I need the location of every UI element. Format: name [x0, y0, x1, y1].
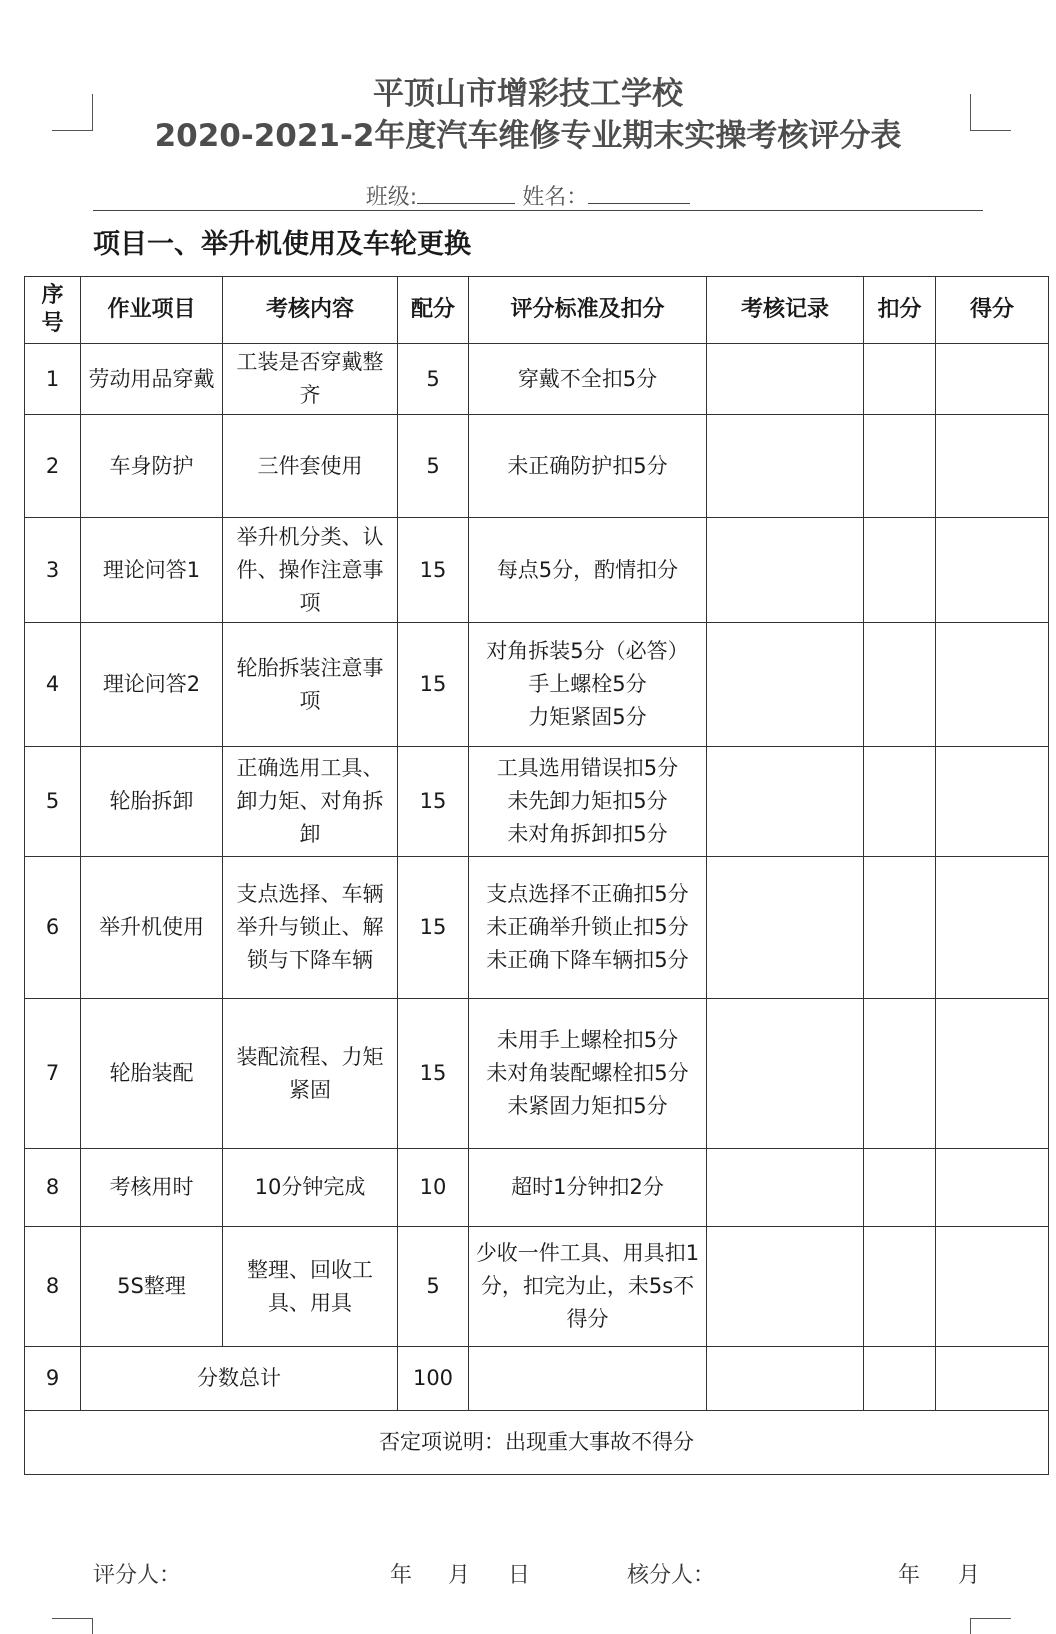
row-record-cell[interactable] — [707, 344, 864, 415]
row-score: 15 — [398, 857, 469, 999]
header-rule — [93, 210, 983, 211]
row-points-cell[interactable] — [936, 999, 1049, 1149]
col-header-content: 考核内容 — [223, 277, 398, 344]
total-criteria-cell[interactable] — [469, 1347, 707, 1411]
crop-mark-bottom-right — [970, 1618, 1011, 1634]
criteria-line: 未紧固力矩扣5分 — [507, 1094, 668, 1118]
row-deduction-cell[interactable] — [864, 518, 936, 623]
table-row — [25, 1149, 1049, 1227]
row-item: 劳动用品穿戴 — [81, 344, 223, 415]
row-deduction-cell[interactable] — [864, 1227, 936, 1347]
row-content: 工装是否穿戴整齐 — [223, 344, 398, 415]
row-item: 轮胎装配 — [81, 999, 223, 1149]
criteria-line: 未用手上螺栓扣5分 — [496, 1028, 679, 1052]
table-row — [25, 857, 1049, 999]
row-criteria — [469, 999, 707, 1149]
name-blank[interactable] — [588, 183, 690, 204]
row-points-cell[interactable] — [936, 344, 1049, 415]
table-row — [25, 999, 1049, 1149]
table-row — [25, 1227, 1049, 1347]
col-header-score: 配分 — [398, 277, 469, 344]
criteria-line: 未对角拆卸扣5分 — [507, 822, 668, 846]
class-label: 班级: — [365, 185, 418, 210]
row-deduction-cell[interactable] — [864, 344, 936, 415]
row-content: 装配流程、力矩紧固 — [223, 999, 398, 1149]
row-score: 15 — [398, 999, 469, 1149]
row-score: 15 — [398, 518, 469, 623]
row-record-cell[interactable] — [707, 999, 864, 1149]
criteria-line: 工具选用错误扣5分 — [496, 756, 679, 780]
row-criteria — [469, 344, 707, 415]
row-criteria — [469, 415, 707, 518]
reviewer-year-label: 年 — [898, 1563, 921, 1588]
row-deduction-cell[interactable] — [864, 415, 936, 518]
row-points-cell[interactable] — [936, 415, 1049, 518]
row-deduction-cell[interactable] — [864, 857, 936, 999]
row-no: 2 — [25, 415, 81, 518]
col-header-item: 作业项目 — [81, 277, 223, 344]
row-criteria — [469, 623, 707, 747]
grader-year-label: 年 — [390, 1563, 413, 1588]
row-record-cell[interactable] — [707, 623, 864, 747]
table-row — [25, 344, 1049, 415]
row-record-cell[interactable] — [707, 1149, 864, 1227]
row-content: 三件套使用 — [223, 415, 398, 518]
row-criteria — [469, 1149, 707, 1227]
row-content: 整理、回收工具、用具 — [223, 1227, 398, 1347]
document-title-school: 平顶山市增彩技工学校 — [373, 76, 683, 112]
grader-month-label: 月 — [448, 1563, 471, 1588]
row-criteria — [469, 747, 707, 857]
row-no: 4 — [25, 623, 81, 747]
row-no: 8 — [25, 1149, 81, 1227]
col-header-points: 得分 — [936, 277, 1049, 344]
col-header-deduction: 扣分 — [864, 277, 936, 344]
row-criteria — [469, 857, 707, 999]
criteria-line: 未正确举升锁止扣5分 — [486, 915, 689, 939]
row-score: 10 — [398, 1149, 469, 1227]
crop-mark-bottom-left — [52, 1618, 93, 1634]
score-table — [24, 276, 1049, 1475]
criteria-line: 未正确防护扣5分 — [507, 453, 668, 478]
table-row — [25, 623, 1049, 747]
row-deduction-cell[interactable] — [864, 623, 936, 747]
total-row — [25, 1347, 1049, 1411]
total-label: 分数总计 — [81, 1347, 398, 1411]
reviewer-month-label: 月 — [958, 1563, 981, 1588]
criteria-line: 少收一件工具、用具扣1分，扣完为止，未5s不得分 — [475, 1241, 700, 1331]
row-score: 5 — [398, 1227, 469, 1347]
table-row — [25, 415, 1049, 518]
criteria-line: 支点选择不正确扣5分 — [486, 882, 689, 906]
row-deduction-cell[interactable] — [864, 747, 936, 857]
table-header-row — [25, 277, 1049, 344]
row-criteria — [469, 518, 707, 623]
row-record-cell[interactable] — [707, 518, 864, 623]
row-record-cell[interactable] — [707, 415, 864, 518]
row-points-cell[interactable] — [936, 623, 1049, 747]
section-title: 项目一、举升机使用及车轮更换 — [93, 229, 471, 260]
document-title-form: 2020-2021-2年度汽车维修专业期末实操考核评分表 — [154, 118, 902, 154]
row-deduction-cell[interactable] — [864, 999, 936, 1149]
row-no: 8 — [25, 1227, 81, 1347]
col-header-record: 考核记录 — [707, 277, 864, 344]
criteria-line: 穿戴不全扣5分 — [517, 366, 658, 391]
criteria-line: 每点5分，酌情扣分 — [496, 557, 679, 582]
grader-label: 评分人： — [93, 1563, 182, 1588]
col-header-criteria: 评分标准及扣分 — [469, 277, 707, 344]
grader-day-label: 日 — [508, 1563, 531, 1588]
negation-note: 否定项说明：出现重大事故不得分 — [25, 1411, 1049, 1475]
class-name-line — [0, 180, 1056, 211]
reviewer-label: 核分人： — [627, 1563, 716, 1588]
row-score: 5 — [398, 344, 469, 415]
criteria-line: 手上螺栓5分 — [528, 672, 647, 696]
row-score: 15 — [398, 747, 469, 857]
row-content: 10分钟完成 — [223, 1149, 398, 1227]
row-no: 6 — [25, 857, 81, 999]
row-item: 考核用时 — [81, 1149, 223, 1227]
row-score: 15 — [398, 623, 469, 747]
total-deduction-cell[interactable] — [864, 1347, 936, 1411]
row-content: 支点选择、车辆举升与锁止、解锁与下降车辆 — [223, 857, 398, 999]
note-row — [25, 1411, 1049, 1475]
criteria-line: 对角拆装5分（必答） — [486, 639, 689, 663]
row-no: 3 — [25, 518, 81, 623]
row-points-cell[interactable] — [936, 1227, 1049, 1347]
row-score: 5 — [398, 415, 469, 518]
total-record-cell[interactable] — [707, 1347, 864, 1411]
row-content: 轮胎拆装注意事项 — [223, 623, 398, 747]
row-criteria — [469, 1227, 707, 1347]
row-item: 5S整理 — [81, 1227, 223, 1347]
col-header-no: 序号 — [25, 277, 81, 344]
row-content: 正确选用工具、卸力矩、对角拆卸 — [223, 747, 398, 857]
row-no: 1 — [25, 344, 81, 415]
row-points-cell[interactable] — [936, 518, 1049, 623]
row-no: 5 — [25, 747, 81, 857]
row-record-cell[interactable] — [707, 857, 864, 999]
row-record-cell[interactable] — [707, 747, 864, 857]
total-no: 9 — [25, 1347, 81, 1411]
row-points-cell[interactable] — [936, 857, 1049, 999]
criteria-line: 未正确下降车辆扣5分 — [486, 948, 689, 972]
row-content: 举升机分类、认件、操作注意事项 — [223, 518, 398, 623]
criteria-line: 超时1分钟扣2分 — [511, 1175, 664, 1199]
total-points-cell[interactable] — [936, 1347, 1049, 1411]
row-points-cell[interactable] — [936, 747, 1049, 857]
row-item: 轮胎拆卸 — [81, 747, 223, 857]
table-row — [25, 747, 1049, 857]
row-item: 理论问答2 — [81, 623, 223, 747]
row-deduction-cell[interactable] — [864, 1149, 936, 1227]
table-row — [25, 518, 1049, 623]
row-no: 7 — [25, 999, 81, 1149]
criteria-line: 未对角装配螺栓扣5分 — [486, 1061, 689, 1085]
name-label: 姓名： — [522, 185, 589, 210]
row-item: 理论问答1 — [81, 518, 223, 623]
criteria-line: 力矩紧固5分 — [528, 705, 647, 729]
criteria-line: 未先卸力矩扣5分 — [507, 789, 668, 813]
row-points-cell[interactable] — [936, 1149, 1049, 1227]
row-item: 车身防护 — [81, 415, 223, 518]
total-score: 100 — [398, 1347, 469, 1411]
row-item: 举升机使用 — [81, 857, 223, 999]
row-record-cell[interactable] — [707, 1227, 864, 1347]
class-blank[interactable] — [417, 183, 515, 204]
